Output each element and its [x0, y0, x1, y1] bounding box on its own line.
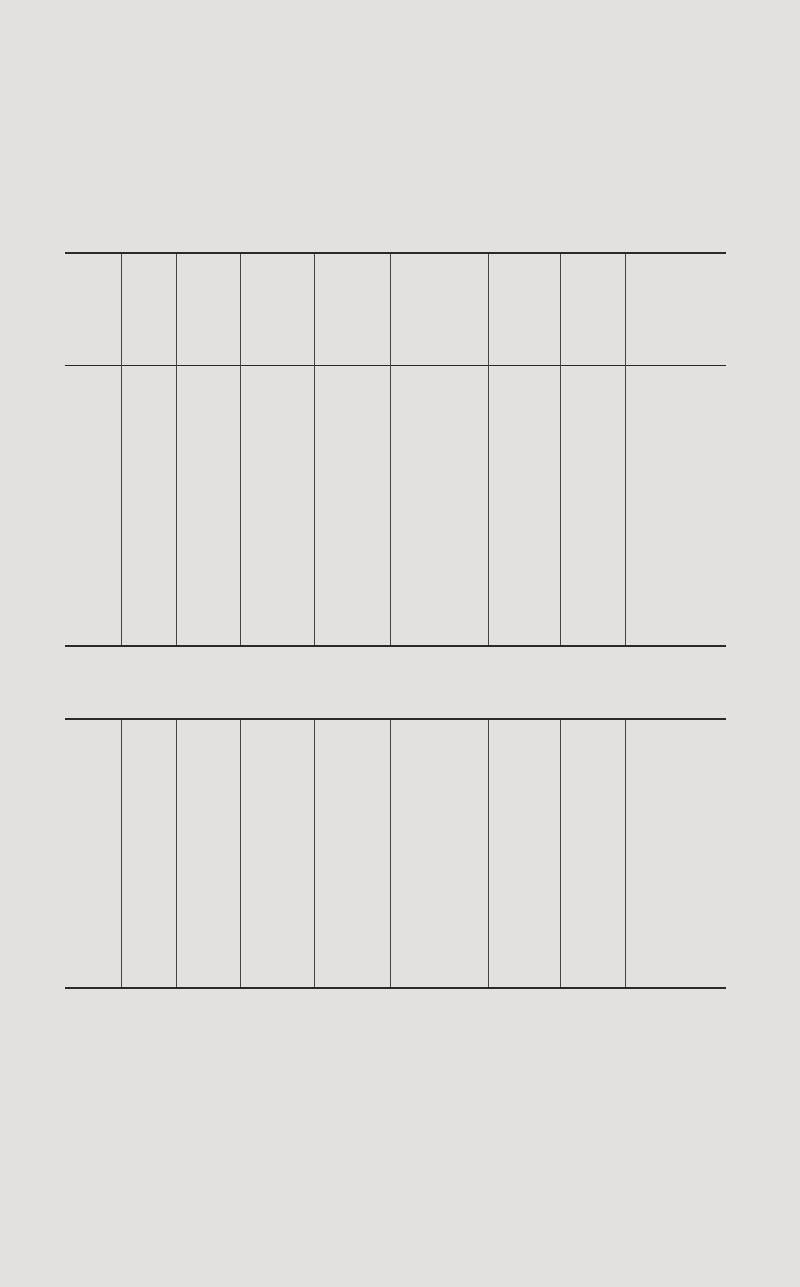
table-row	[0, 596, 800, 614]
column-divider	[625, 720, 626, 987]
table-row	[0, 519, 800, 537]
column-header	[502, 254, 542, 364]
table-row	[0, 442, 800, 460]
header-bottom-rule	[65, 365, 726, 366]
column-header	[257, 254, 297, 364]
column-header	[417, 254, 457, 364]
column-header	[130, 254, 170, 364]
table-row	[0, 616, 800, 634]
column-divider	[314, 720, 315, 987]
column-header	[75, 254, 115, 364]
table2-bottom-rule	[65, 987, 726, 989]
column-header	[568, 254, 608, 364]
table2-top-rule	[65, 718, 726, 720]
table1-bottom-rule	[65, 645, 726, 647]
column-divider	[488, 720, 489, 987]
table-row	[0, 403, 800, 421]
column-header	[188, 254, 228, 364]
running-header	[0, 100, 800, 134]
column-divider	[560, 720, 561, 987]
column-divider	[121, 720, 122, 987]
table-row	[0, 558, 800, 576]
table-row	[0, 577, 800, 595]
table-row	[0, 384, 800, 402]
table-row	[0, 423, 800, 441]
column-divider	[390, 720, 391, 987]
table-row	[0, 461, 800, 479]
table-row	[0, 481, 800, 499]
column-divider	[176, 720, 177, 987]
column-divider	[240, 720, 241, 987]
column-header	[653, 254, 693, 364]
column-header	[332, 254, 372, 364]
table-row	[0, 500, 800, 518]
table-row	[0, 538, 800, 556]
